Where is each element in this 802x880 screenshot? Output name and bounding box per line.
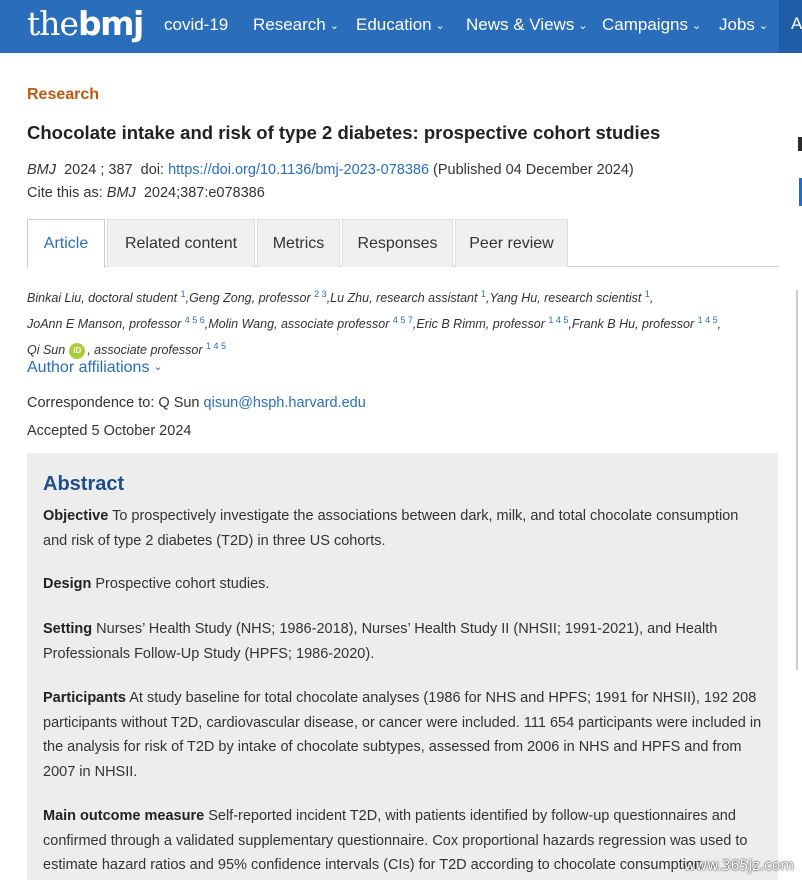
right-edge-fragment — [798, 137, 802, 151]
correspondence-label: Correspondence to: Q Sun — [27, 395, 200, 411]
accepted-date: Accepted 5 October 2024 — [27, 423, 192, 439]
doi-label: doi: — [140, 162, 165, 178]
abstract-heading: Abstract — [43, 473, 125, 495]
author[interactable]: Frank B Hu, professor $^{1 4 5}$ — [571, 315, 718, 332]
cite-reference: 2024;387:e078386 — [143, 185, 265, 201]
tab-article[interactable]: Article — [27, 219, 105, 268]
journal-name: BMJ — [27, 162, 56, 178]
section-label[interactable]: Research — [27, 86, 100, 103]
abstract-setting: Setting Nurses’ Health Study (NHS; 1986-2018), Nurses’ Health Study II (NHSII; 1991-2021), and Health Professionals Follow-Up Study (HPFS; 1986-2020). — [43, 621, 718, 662]
affiliations-label: Author affiliations — [27, 359, 150, 376]
author[interactable]: Qi Sun iD , associate professor $^{1 4 5}$ — [27, 341, 227, 358]
tab-responses[interactable]: Responses — [342, 219, 453, 267]
nav-item-label: Campaigns — [602, 15, 688, 34]
chevron-down-icon: ⌄ — [153, 361, 163, 373]
doi-link[interactable]: https://doi.org/10.1136/bmj-2023-078386 — [168, 162, 430, 178]
citation-line — [27, 162, 634, 178]
nav-item-jobs[interactable] — [719, 14, 768, 38]
abstract-design: Design Prospective cohort studies. — [43, 576, 270, 592]
author[interactable]: Geng Zong, professor $^{2 3}$ — [189, 289, 327, 306]
chevron-down-icon: ⌄ — [435, 20, 445, 32]
cite-label: Cite this as: — [27, 185, 103, 201]
nav-item-label: News & Views — [466, 15, 575, 34]
nav-item-news-views[interactable] — [466, 14, 588, 38]
nav-item-label: covid-19 — [164, 15, 229, 34]
bmj-logo[interactable] — [27, 4, 143, 44]
abstract-objective: Objective To prospectively investigate the associations between dark, milk, and total chocolate consumption and risk of type 2 diabetes (T2D) in three US cohorts. — [43, 508, 739, 549]
article-title: Chocolate intake and risk of type 2 diabetes: prospective cohort studies — [27, 122, 661, 143]
nav-item-label: A — [791, 14, 802, 33]
nav-item-campaigns[interactable] — [602, 14, 701, 38]
article-tabs — [27, 219, 779, 267]
volume: ; 387 — [100, 162, 133, 178]
abstract-main-outcome: Main outcome measure Self-reported incident T2D, with patients identified by follow-up questionnaires and confirmed through a validated supplementary questionnaire. Cox proportional hazards regression was used to estimate hazard ratios and 95% confidence intervals (CIs) for T2D according to chocolate consumption — [43, 808, 748, 873]
chevron-down-icon: ⌄ — [578, 20, 588, 32]
author-list: Binkai Liu, doctoral student $^1$,Geng Zong, professor $^{2 3}$,Lu Zhu, research assistant $^1$,Yang Hu, research scientist $^1$, JoAnn E Manson, professor $^{4 5 6}$,Molin Wang, associate professor $^{4 5 7}$,Eric B Rimm, professor $^{1 4 5}$,Frank B Hu, professor $^{1 4 5}$, Qi Sun iD , associate professor $^{1 4 5}$ — [27, 289, 722, 358]
logo-prefix: the — [27, 4, 79, 43]
chevron-down-icon: ⌄ — [692, 20, 702, 32]
nav-item-covid[interactable] — [164, 14, 228, 36]
orcid-icon[interactable]: iD — [69, 343, 85, 359]
author[interactable]: Molin Wang, associate professor $^{4 5 7}$ — [208, 315, 413, 332]
logo-bold: bmj — [78, 4, 143, 43]
right-sidebar-edge — [796, 290, 802, 670]
cite-journal: BMJ — [106, 185, 136, 201]
tab-related-content[interactable]: Related content — [107, 219, 255, 267]
author-affiliations-toggle[interactable] — [27, 359, 163, 377]
author[interactable]: Lu Zhu, research assistant $^1$ — [330, 289, 486, 306]
author[interactable]: Yang Hu, research scientist $^1$ — [489, 289, 650, 306]
tab-peer-review[interactable]: Peer review — [455, 219, 568, 267]
chevron-down-icon: ⌄ — [758, 20, 769, 32]
top-nav — [0, 0, 802, 53]
author[interactable]: JoAnn E Manson, professor $^{4 5 6}$ — [27, 315, 205, 332]
abstract-box — [27, 453, 778, 880]
nav-item-label: Research — [253, 15, 326, 34]
email-link[interactable]: qisun@hsph.harvard.edu — [203, 395, 366, 411]
correspondence — [27, 395, 366, 411]
watermark-text: www.365jz.com — [684, 858, 794, 874]
chevron-down-icon: ⌄ — [329, 20, 339, 32]
published-date: (Published 04 December 2024) — [433, 162, 634, 178]
nav-item-truncated[interactable] — [779, 0, 802, 53]
nav-item-education[interactable] — [356, 14, 445, 38]
nav-item-research[interactable] — [253, 14, 339, 38]
nav-item-label: Education — [356, 15, 432, 34]
year: 2024 — [64, 162, 97, 178]
author[interactable]: Binkai Liu, doctoral student $^1$ — [27, 289, 186, 306]
nav-item-label: Jobs — [719, 15, 755, 34]
author[interactable]: Eric B Rimm, professor $^{1 4 5}$ — [416, 315, 569, 332]
abstract-participants: Participants At study baseline for total chocolate analyses (1986 for NHS and HPFS; 1991 for NHSII), 192 208 participants without T2D, cardiovascular disease, or cancer were included. 111 654 participants were included in the analysis for risk of T2D by intake of chocolate subtypes, assessed from 2006 in NHS and HPFS and from 2007 in NHSII. — [43, 690, 762, 780]
cite-line — [27, 185, 265, 201]
tab-metrics[interactable]: Metrics — [257, 219, 340, 267]
